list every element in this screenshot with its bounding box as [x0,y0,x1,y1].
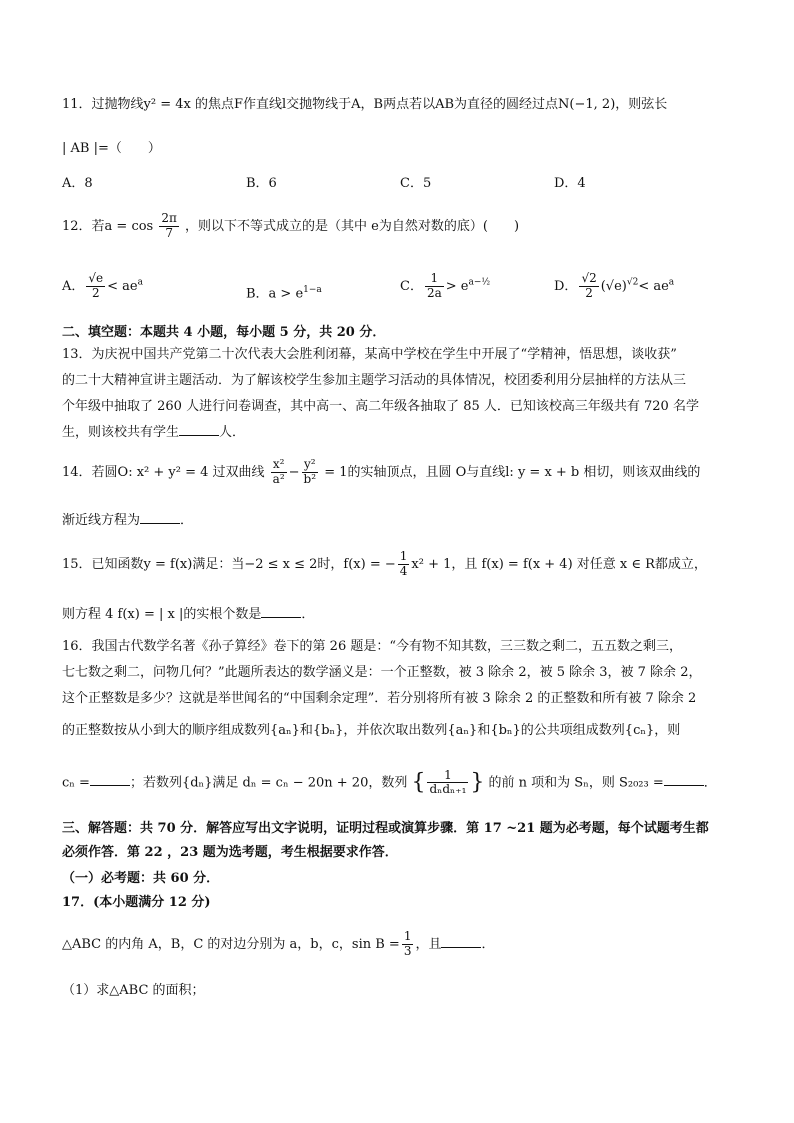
q15-post: x² + 1，且 f(x) = f(x + 4) 对任意 x ∈ R都成立， [411,556,707,572]
q13-answer-blank[interactable] [179,425,219,436]
q12-option-b-text: B．a > e [246,286,304,302]
q13-line-4-pre: 生，则该校共有学生 [62,425,180,440]
q11-stem: 11．过抛物线y² = 4x 的焦点F作直线l交抛物线于A，B两点若以AB为直径的圆经过点N(−1, 2)，则弦长 [62,97,668,112]
q16-left-brace: { [411,770,426,795]
q12-option-b[interactable] [246,284,322,303]
q16-line-5-b: ；若数列{dₙ}满足 dₙ = cₙ − 20n + 20，数列 [129,775,408,791]
q14-den2: b² [303,471,317,486]
q13-line-4 [62,424,742,442]
q14-minus: − [288,464,300,480]
q15-line-2-post: ． [301,607,315,622]
section-3-line-1: 三、解答题：共 70 分．解答应写出文字说明，证明过程或演算步骤．第 17 ~21 题为必考题，每个试题考生都 [62,821,709,836]
q15-frac-num: 1 [399,549,408,563]
q12-option-d-sup1: √2 [626,277,639,288]
q15-answer-blank[interactable] [261,607,301,618]
q12-option-d-sup2: a [668,277,675,288]
q12-option-d-rest2: < ae [638,278,669,294]
section-3-line-2: 必须作答．第 22 ，23 题为选考题，考生根据要求作答． [62,845,398,860]
q17-stem [62,930,742,959]
q14-line-2-post: ． [180,513,194,528]
q16-line-2: 七七数之剩二，问物几何？”此题所表达的数学涵义是：一个正整数，被 3 除余 2，被 5 除余 3，被 7 除余 2， [62,665,702,680]
q14-stem [62,458,742,487]
q12-frac-den: 7 [165,225,173,240]
q12-option-a[interactable] [62,272,143,301]
section-3-subheading: （一）必考题：共 60 分． [62,871,220,886]
q12-option-d-num: √2 [581,271,597,285]
q16-line-1: 16．我国古代数学名著《孙子算经》卷下的第 26 题是：“今有物不知其数，三三数之剩二，五五数之剩三， [62,639,682,654]
q13-line-3: 个年级中抽取了 260 人进行问卷调查，其中高一、高二年级各抽取了 85 人．已知该校高三年级共有 720 名学 [62,399,699,414]
q12-fraction [159,212,179,241]
q12-option-c-sup: a−½ [468,277,491,288]
q15-frac-den: 4 [399,563,408,578]
q15-pre: 15．已知函数y = f(x)满足：当−2 ≤ x ≤ 2时，f(x) = − [62,556,396,572]
q13-line-2: 的二十大精神宣讲主题活动．为了解该校学生参加主题学习活动的具体情况，校团委利用分层抽样的方法从三 [62,373,687,388]
q12-option-d-den: 2 [585,285,593,300]
q15-line-2 [62,606,742,624]
q11-option-c[interactable]: C．5 [400,176,432,191]
q17-frac-num: 1 [403,929,412,943]
q12-option-a-den: 2 [91,285,100,300]
q12-options [62,272,742,312]
q16-right-brace: } [470,770,485,795]
q16-frac-den: dₙdₙ₊₁ [429,782,467,797]
q14-line-2-pre: 渐近线方程为 [62,513,141,528]
q12-option-d[interactable] [554,272,674,301]
q16-line-5-d: ． [703,775,717,791]
q17-condition-blank[interactable] [441,937,481,948]
q15-stem [62,550,742,579]
q17-mid: ，且 [415,936,442,952]
q12-option-a-num: √e [88,271,104,285]
q12-option-c-frac [425,272,444,301]
q16-line-5-c: 的前 n 项和为 Sₙ，则 S₂₀₂₃ = [488,775,664,791]
q14-line-2 [62,512,742,530]
q17-title: 17．(本小题满分 12 分) [62,895,211,910]
q11-stem-line2: | AB |=（ ） [62,141,161,156]
q14-frac-2 [302,458,319,487]
q12-option-a-frac [86,272,105,301]
q16-line-3: 这个正整数是多少？这就是举世闻名的“中国剩余定理”．若分别将所有被 3 除余 2 的正整数和所有被 7 除余 2 [62,691,697,706]
q12-option-a-label: A． [62,278,85,294]
q12-option-d-label: D． [554,278,578,294]
q13-line-4-post: 人． [219,425,246,440]
q17-part-1: （1）求△ABC 的面积； [62,983,205,998]
q11-options [62,175,742,215]
q14-post: = 1的实轴顶点，且圆 O与直线l: y = x + b 相切，则该双曲线的 [324,464,701,480]
q14-answer-blank[interactable] [140,513,180,524]
q15-line-2-pre: 则方程 4 f(x) = | x |的实根个数是 [62,607,262,622]
q16-line-4: 的正整数按从小到大的顺序组成数列{aₙ}和{bₙ}，并依次取出数列{aₙ}和{bₙ}的公共项组成数列{cₙ}，则 [62,723,681,738]
q12-option-c-rest: > e [445,278,469,294]
q16-frac [427,769,468,798]
q17-post: ． [481,936,495,952]
section-2-heading: 二、填空题：本题共 4 小题，每小题 5 分，共 20 分． [62,325,386,340]
q17-frac-den: 3 [403,943,412,958]
q14-den1: a² [272,471,285,486]
q12-option-d-frac [579,272,598,301]
q12-option-a-rest: < ae [107,278,138,294]
q11-option-b[interactable]: B．6 [246,176,277,191]
q12-stem [62,212,742,241]
q12-option-d-rest: (√e) [600,278,627,294]
q12-option-c-den: 2a [426,285,442,300]
q13-line-1: 13．为庆祝中国共产党第二十次代表大会胜利闭幕，某高中学校在学生中开展了“学精神，悟思想，谈收获” [62,347,677,362]
q14-num1: x² [271,458,287,473]
q16-line-5 [62,768,742,798]
q12-option-c-label: C． [400,278,423,294]
q16-cn-label: cₙ = [62,775,90,791]
q14-pre: 14．若圆O: x² + y² = 4 过双曲线 [62,464,265,480]
q12-option-a-sup: a [137,277,143,288]
q12-frac-num: 2π [161,211,177,225]
q14-frac-1 [271,458,287,487]
q12-option-c[interactable] [400,272,490,301]
q12-option-c-num: 1 [425,272,444,287]
q11-option-a[interactable]: A．8 [62,176,93,191]
q14-num2: y² [302,458,319,473]
q12-stem-pre: 12．若a = cos [62,218,154,234]
q17-frac [402,930,414,959]
q12-option-b-sup: 1−a [303,285,322,295]
q16-frac-num: 1 [427,769,468,784]
q17-pre: △ABC 的内角 A，B，C 的对边分别为 a，b，c，sin B = [62,936,400,952]
q16-cn-blank[interactable] [90,775,130,786]
q11-option-d[interactable]: D．4 [554,176,586,191]
q15-frac [398,550,410,579]
q12-stem-post: ，则以下不等式成立的是（其中 e为自然对数的底）( ) [185,218,520,234]
q16-sn-blank[interactable] [664,775,704,786]
